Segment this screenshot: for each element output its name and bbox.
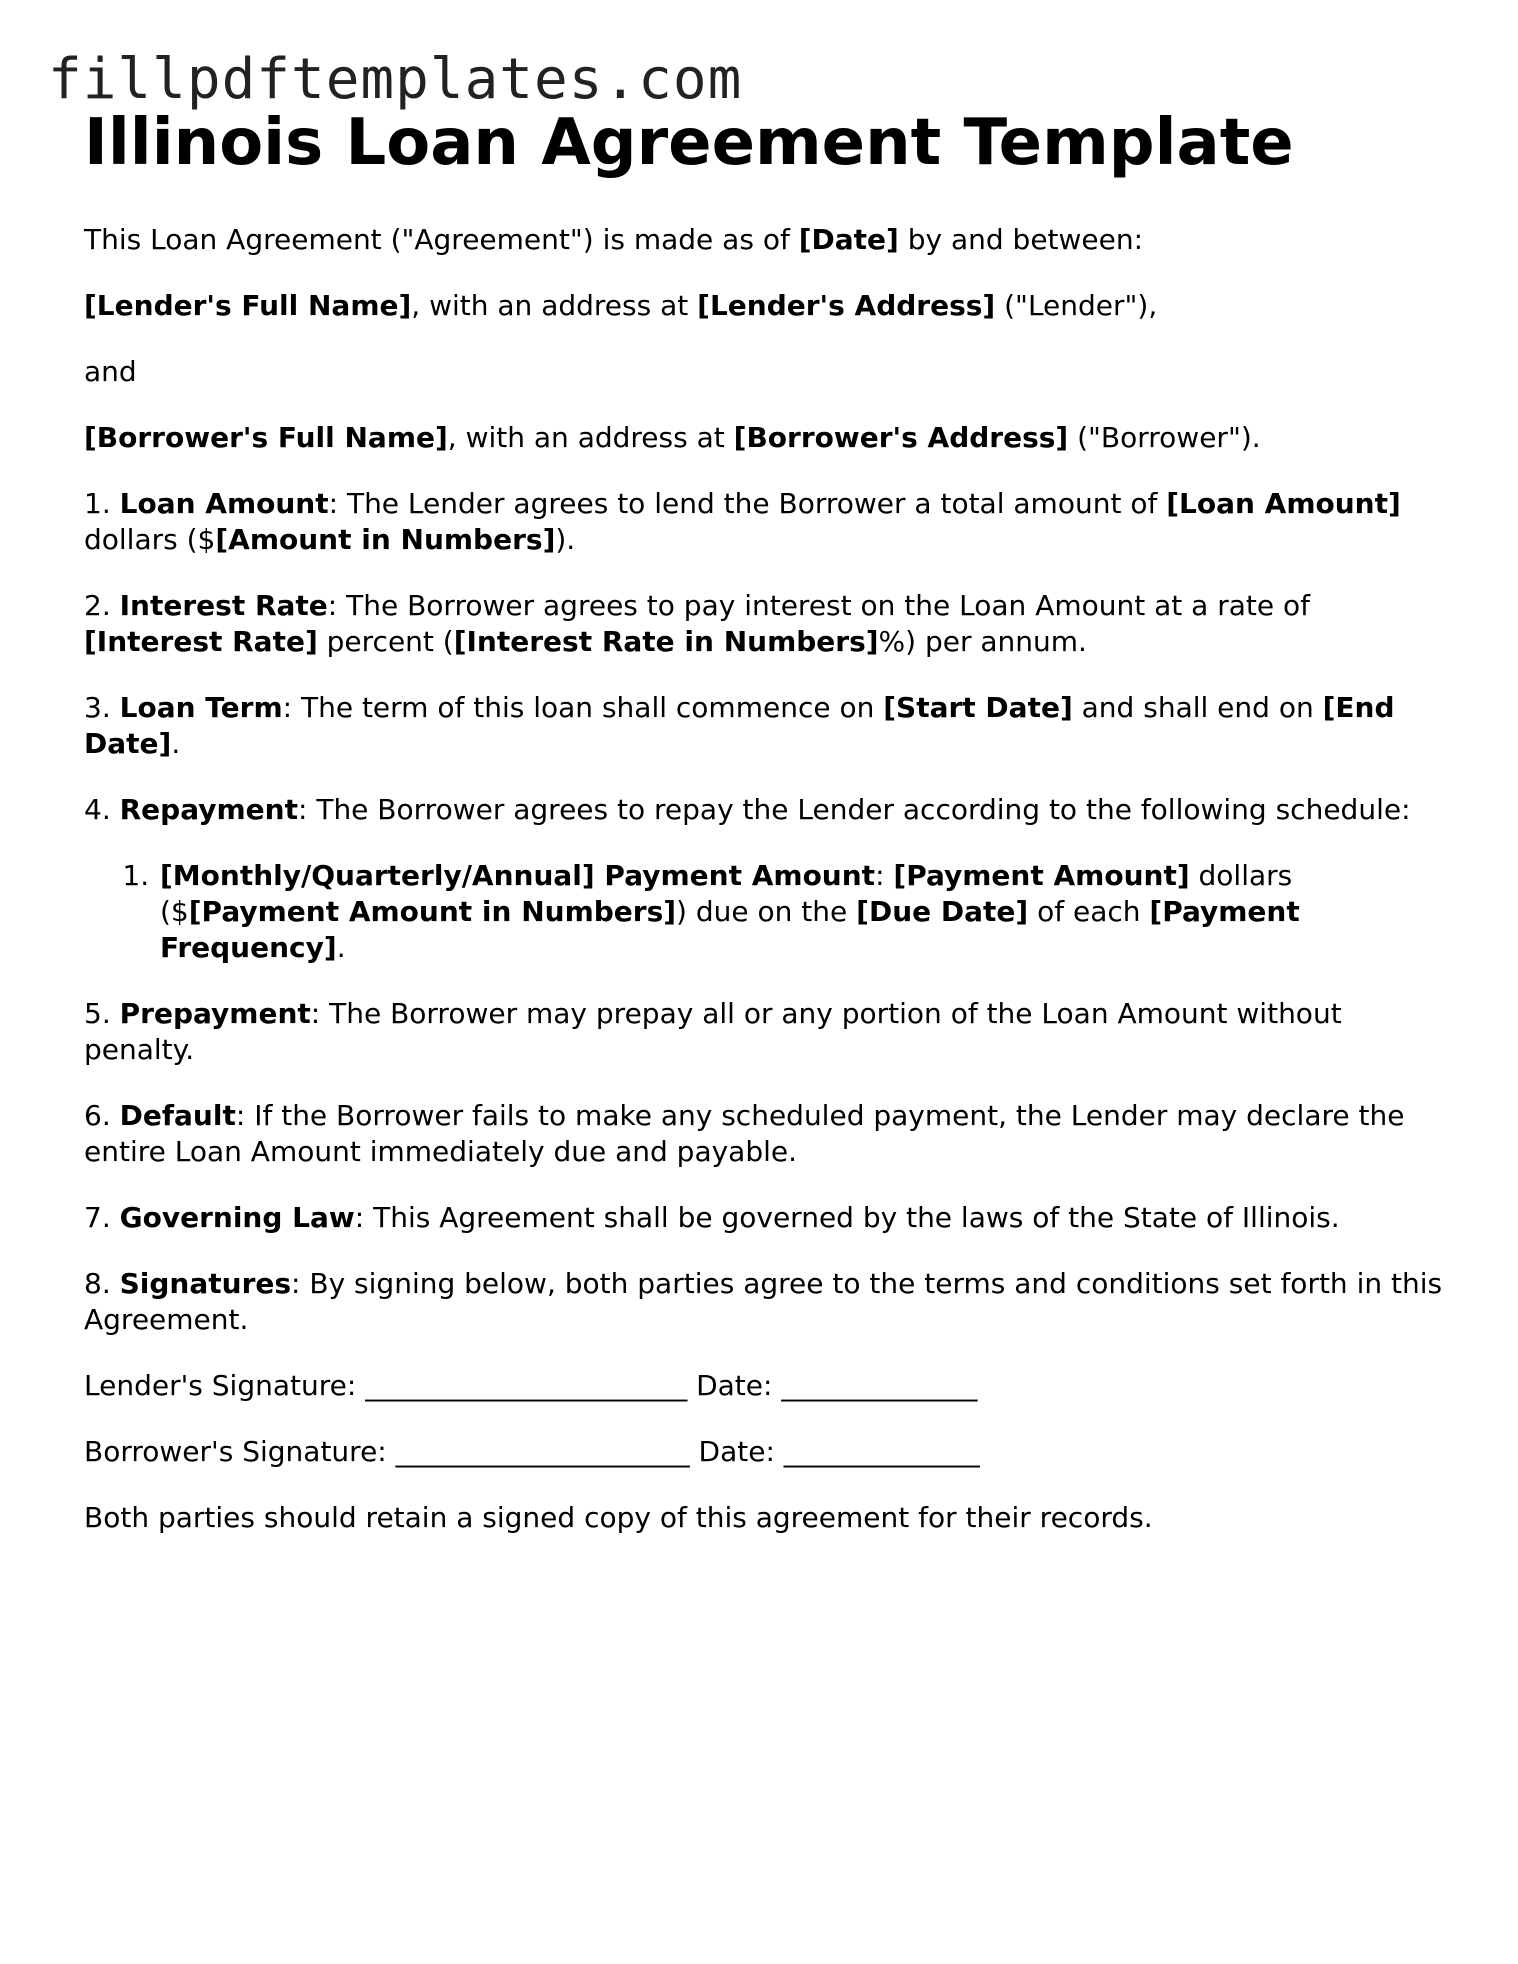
section-text: percent ( <box>317 625 454 658</box>
lender-text-end: ("Lender"), <box>995 289 1158 322</box>
section-text: : This Agreement shall be governed by the laws of the State of Illinois. <box>354 1201 1340 1234</box>
item-text: ) due on the <box>676 895 857 928</box>
section-text: %) per annum. <box>878 625 1087 658</box>
page-title: Illinois Loan Agreement Template <box>84 106 1294 180</box>
loan-amount-placeholder: [Loan Amount] <box>1166 487 1401 520</box>
lender-signature-line: Lender's Signature: _______________________ Date: ______________ <box>84 1369 978 1402</box>
section-heading: Default <box>119 1099 236 1132</box>
section-heading: Repayment <box>119 793 298 826</box>
section-number: 6. <box>84 1099 120 1132</box>
intro-text-end: by and between: <box>898 223 1144 256</box>
section-text: . <box>171 727 181 760</box>
section-text: : The Borrower agrees to repay the Lender according to the following schedule: <box>298 793 1411 826</box>
item-text: of each <box>1028 895 1150 928</box>
borrower-address-placeholder: [Borrower's Address] <box>733 421 1069 454</box>
start-date-placeholder: [Start Date] <box>883 691 1073 724</box>
interest-rate-placeholder: [Interest Rate] <box>84 625 318 658</box>
item-text: . <box>336 931 346 964</box>
item-text: dollars ($ <box>160 859 1293 928</box>
lender-name-placeholder: [Lender's Full Name] <box>84 289 412 322</box>
and-paragraph: and <box>84 355 137 388</box>
borrower-name-placeholder: [Borrower's Full Name] <box>84 421 448 454</box>
section-text: and shall end on <box>1072 691 1323 724</box>
section-repayment <box>84 792 1444 828</box>
section-number: 1. <box>84 487 120 520</box>
section-number: 7. <box>84 1201 120 1234</box>
section-heading: Interest Rate <box>119 589 328 622</box>
section-heading: Governing Law <box>119 1201 355 1234</box>
section-loan-amount <box>84 486 1444 558</box>
section-default <box>84 1098 1444 1170</box>
list-item <box>158 858 1444 966</box>
intro-text: This Loan Agreement ("Agreement") is made as of <box>84 223 799 256</box>
section-signatures <box>84 1266 1444 1338</box>
end-date-placeholder: [End Date] <box>84 691 1395 760</box>
payment-frequency-placeholder: [Payment Frequency] <box>160 895 1300 964</box>
lender-paragraph <box>84 288 1444 324</box>
due-date-placeholder: [Due Date] <box>856 895 1029 928</box>
interest-numbers-placeholder: [Interest Rate in Numbers] <box>453 625 879 658</box>
section-text: : The term of this loan shall commence on <box>282 691 884 724</box>
section-text: dollars ($ <box>84 523 216 556</box>
section-text: : The Borrower may prepay all or any portion of the Loan Amount without penalty. <box>84 997 1342 1066</box>
section-number: 3. <box>84 691 120 724</box>
section-number: 8. <box>84 1267 120 1300</box>
document-body <box>84 104 1444 1566</box>
section-text: : If the Borrower fails to make any scheduled payment, the Lender may declare the entire Loan Amount immediately due and payable. <box>84 1099 1405 1168</box>
payment-amount-placeholder: [Payment Amount] <box>893 859 1190 892</box>
section-text: : The Lender agrees to lend the Borrower a total amount of <box>328 487 1167 520</box>
section-loan-term <box>84 690 1444 762</box>
lender-address-placeholder: [Lender's Address] <box>697 289 996 322</box>
borrower-text-end: ("Borrower"). <box>1068 421 1261 454</box>
payment-period-placeholder: [Monthly/Quarterly/Annual] Payment Amount <box>160 859 876 892</box>
item-text: : <box>875 859 894 892</box>
payment-numbers-placeholder: [Payment Amount in Numbers] <box>188 895 677 928</box>
section-prepayment <box>84 996 1444 1068</box>
intro-paragraph <box>84 222 1444 258</box>
section-number: 5. <box>84 997 120 1030</box>
section-text: : By signing below, both parties agree to the terms and conditions set forth in this Agreement. <box>84 1267 1443 1336</box>
closing-note: Both parties should retain a signed copy of this agreement for their records. <box>84 1501 1153 1534</box>
section-heading: Signatures <box>119 1267 292 1300</box>
site-watermark: fillpdftemplates.com <box>48 47 743 112</box>
section-text: ). <box>555 523 576 556</box>
section-heading: Loan Term <box>119 691 283 724</box>
section-heading: Loan Amount <box>119 487 329 520</box>
lender-text: , with an address at <box>411 289 698 322</box>
date-placeholder: [Date] <box>798 223 899 256</box>
section-interest-rate <box>84 588 1444 660</box>
borrower-paragraph <box>84 420 1444 456</box>
section-governing-law <box>84 1200 1444 1236</box>
section-number: 4. <box>84 793 120 826</box>
repayment-schedule-list <box>84 858 1444 966</box>
section-heading: Prepayment <box>119 997 311 1030</box>
borrower-text: , with an address at <box>447 421 734 454</box>
amount-numbers-placeholder: [Amount in Numbers] <box>215 523 556 556</box>
borrower-signature-line: Borrower's Signature: _____________________ Date: ______________ <box>84 1435 980 1468</box>
section-text: : The Borrower agrees to pay interest on the Loan Amount at a rate of <box>327 589 1310 622</box>
signature-block <box>84 1368 1444 1470</box>
section-number: 2. <box>84 589 120 622</box>
